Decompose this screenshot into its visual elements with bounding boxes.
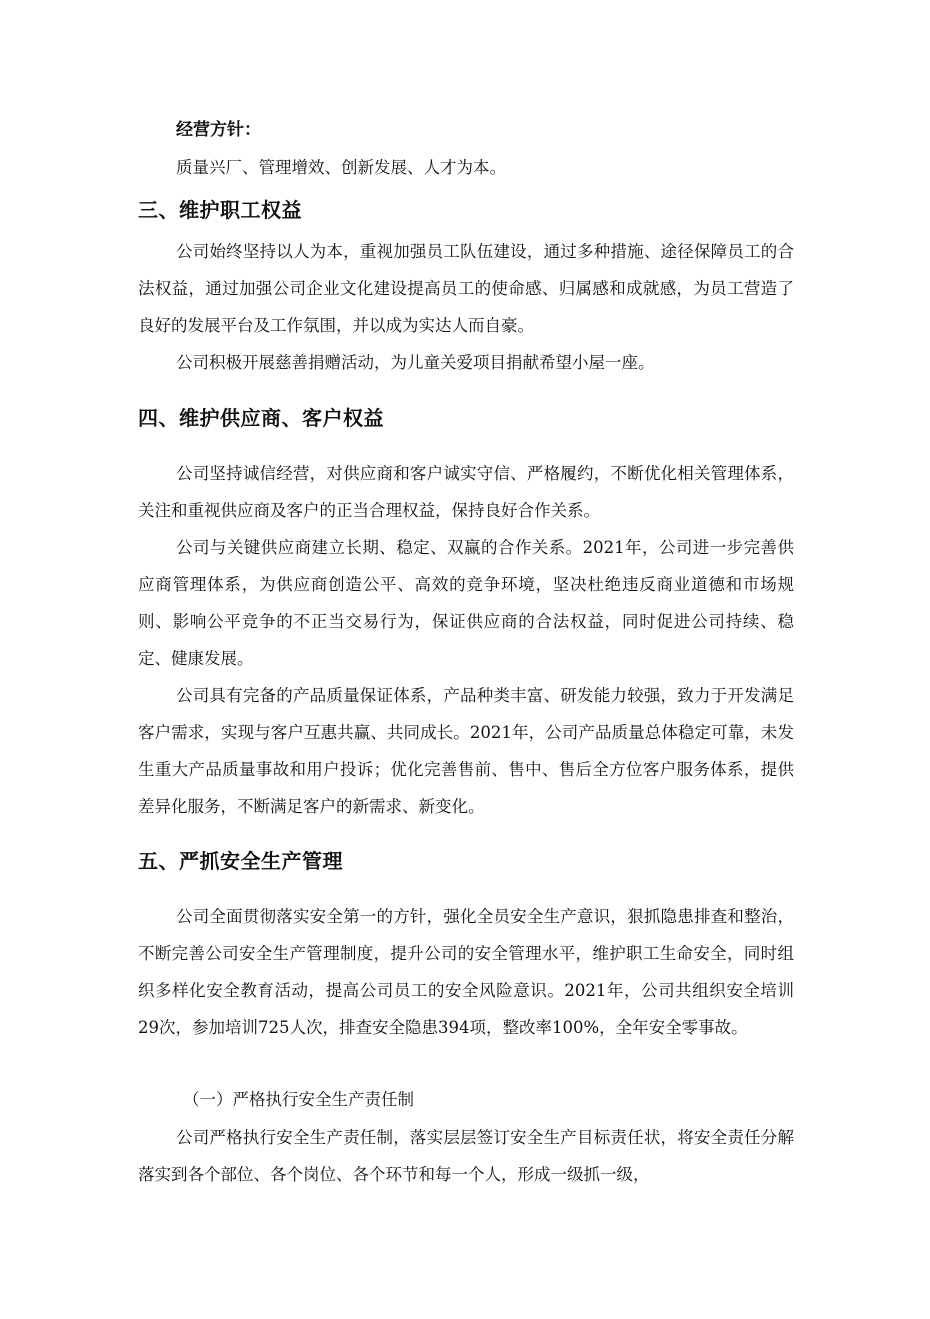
policy-text: 质量兴厂、管理增效、创新发展、人才为本。 (176, 158, 506, 177)
paragraph: 公司具有完备的产品质量保证体系，产品种类丰富、研发能力较强，致力于开发满足客户需求，实现与客户互惠共赢、共同成长。2021年，公司产品质量总体稳定可靠，未发生重大产品质量事故和用户投诉；优化完善售前、售中、售后全方位客户服务体系，提供差异化服务，不断满足客户的新需求、新变化。 (138, 686, 794, 816)
section-heading-safety-management: 五、严抓安全生产管理 (138, 849, 343, 873)
paragraph: 公司坚持诚信经营，对供应商和客户诚实守信、严格履约，不断优化相关管理体系，关注和重视供应商及客户的正当合理权益，保持良好合作关系。 (138, 464, 794, 520)
paragraph: 公司严格执行安全生产责任制，落实层层签订安全生产目标责任状，将安全责任分解落实到各个部位、各个岗位、各个环节和每一个人，形成一级抓一级， (138, 1128, 794, 1184)
paragraph: 公司始终坚持以人为本，重视加强员工队伍建设，通过多种措施、途径保障员工的合法权益，通过加强公司企业文化建设提高员工的使命感、归属感和成就感，为员工营造了良好的发展平台及工作氛围，并以成为实达人而自豪。 (138, 242, 794, 335)
paragraph: 公司全面贯彻落实安全第一的方针，强化全员安全生产意识，狠抓隐患排查和整治，不断完善公司安全生产管理制度，提升公司的安全管理水平，维护职工生命安全，同时组织多样化安全教育活动，提高公司员工的安全风险意识。2021年，公司共组织安全培训29次，参加培训725人次，排查安全隐患394项，整改率100%，全年安全零事故。 (138, 907, 794, 1037)
section-heading-employee-rights: 三、维护职工权益 (138, 198, 302, 222)
subsection-heading-safety-responsibility: （一）严格执行安全生产责任制 (183, 1090, 414, 1109)
paragraph: 公司与关键供应商建立长期、稳定、双赢的合作关系。2021年，公司进一步完善供应商管理体系，为供应商创造公平、高效的竞争环境，坚决杜绝违反商业道德和市场规则、影响公平竞争的不正当交易行为，保证供应商的合法权益，同时促进公司持续、稳定、健康发展。 (138, 538, 794, 668)
paragraph: 公司积极开展慈善捐赠活动，为儿童关爱项目捐献希望小屋一座。 (176, 353, 655, 372)
section-heading-supplier-customer-rights: 四、维护供应商、客户权益 (138, 406, 384, 430)
policy-label: 经营方针： (176, 120, 261, 140)
